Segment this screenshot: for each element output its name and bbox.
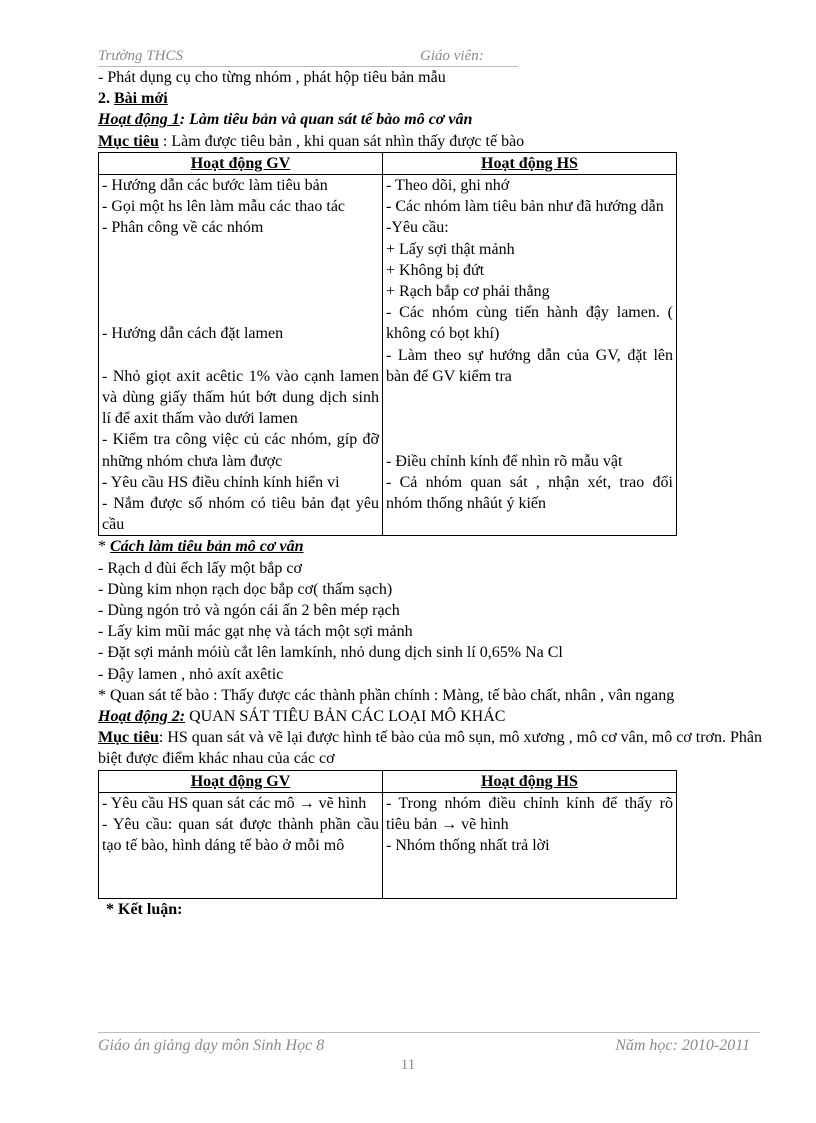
- hs-spacer: [386, 387, 673, 451]
- gv-line: - Nhỏ giọt axit acêtic 1% vào cạnh lamen và dùng giấy thấm hút bớt dung dịch sinh lí để axit thấm vào dưới lamen: [102, 367, 379, 428]
- section-2-title: Bài mới: [114, 90, 168, 108]
- header-teacher: Giáo viên:: [420, 48, 484, 64]
- section-2-heading: [98, 88, 762, 109]
- page-header: [98, 48, 518, 67]
- activity-2-hs-cell: [383, 792, 677, 898]
- activity-1-table: [98, 152, 677, 537]
- activity-1-heading: [98, 109, 762, 130]
- activity-1-hs-cell: [383, 175, 677, 536]
- page-footer: [98, 1032, 760, 1054]
- page-number: 11: [400, 1057, 416, 1073]
- activity-2-col-gv: Hoạt động GV: [99, 770, 383, 792]
- activity-2-label: Hoạt động 2:: [98, 708, 186, 726]
- method-step: - Rạch d đùi ếch lấy một bắp cơ: [98, 559, 302, 577]
- intro-line: - Phát dụng cụ cho từng nhóm , phát hộp tiêu bản mẫu: [98, 69, 446, 86]
- method-step: - Lấy kim mũi mác gạt nhẹ và tách một sợi mảnh: [98, 623, 413, 641]
- activity-1-goal-label: Mục tiêu: [98, 132, 159, 150]
- gv-line: - Yêu cầu: quan sát được thành phần cầu tạo tế bào, hình dáng tế bào ở mỗi mô: [102, 816, 379, 855]
- hs-line: - Nhóm thống nhất trả lời: [386, 837, 550, 855]
- activity-2-col-hs: Hoạt động HS: [383, 770, 677, 792]
- gv-line: - Hướng dẫn cách đặt lamen: [102, 325, 284, 343]
- activity-1-col-hs: Hoạt động HS: [383, 152, 677, 174]
- hs-line: -Yêu cầu:: [386, 219, 449, 237]
- activity-2-title: QUAN SÁT TIÊU BẢN CÁC LOẠI MÔ KHÁC: [185, 708, 506, 726]
- activity-1-title: : Làm tiêu bản và quan sát tế bào mô cơ vân: [179, 111, 473, 129]
- hs-line: - Các nhóm làm tiêu bản như đã hướng dẫn: [386, 198, 664, 216]
- activity-2-goal-text: : HS quan sát và vẽ lại được hình tế bào của mô sụn, mô xương , mô cơ vân, mô cơ trơn. Phân biệt được điểm khác nhau của các cơ: [98, 729, 763, 768]
- activity-2-heading: [98, 706, 762, 727]
- method-star: *: [98, 538, 110, 556]
- gv-line: - Hướng dẫn các bước làm tiêu bản: [102, 177, 328, 195]
- activity-2-goal: [98, 727, 762, 769]
- method-heading: [98, 536, 762, 557]
- hs-line: - Cả nhóm quan sát , nhận xét, trao đổi nhóm thống nhâút ý kiến: [386, 473, 673, 513]
- method-step: - Đậy lamen , nhỏ axít axêtic: [98, 665, 284, 683]
- conclusion: * Kết luận:: [106, 900, 183, 918]
- activity-2-table: [98, 770, 677, 899]
- activity-1-col-gv: Hoạt động GV: [99, 152, 383, 174]
- gv-line: - Gọi một hs lên làm mẫu các thao tác: [102, 198, 346, 216]
- footer-left: Giáo án giảng dạy môn Sinh Học 8: [98, 1037, 325, 1054]
- activity-1-goal: [98, 131, 762, 152]
- gv-line: - Yêu cầu HS quan sát các mô → vẽ hình: [102, 794, 367, 812]
- hs-line: - Làm theo sự hướng dẫn của GV, đặt lên bàn để GV kiểm tra: [386, 346, 673, 385]
- page-content: [98, 48, 762, 920]
- hs-line: - Điều chỉnh kính để nhìn rõ mẫu vật: [386, 452, 623, 470]
- footer-right: Năm học: 2010-2011: [615, 1037, 750, 1054]
- gv-line: - Nắm được số nhóm có tiêu bản đạt yêu cầu: [102, 495, 379, 534]
- gv-spacer: [102, 239, 379, 324]
- hs-line: - Trong nhóm điều chỉnh kính để thấy rõ tiêu bản → vẽ hình: [386, 794, 673, 834]
- activity-1-goal-text: : Làm được tiêu bản , khi quan sát nhìn thấy được tế bào: [158, 132, 525, 150]
- method-step: - Dùng ngón trỏ và ngón cái ấn 2 bên mép rạch: [98, 602, 400, 620]
- header-school: Trường THCS: [98, 48, 183, 64]
- hs-line: + Không bị đứt: [386, 261, 485, 279]
- method-step: - Dùng kim nhọn rạch dọc bắp cơ( thấm sạch): [98, 580, 393, 598]
- activity-2-goal-label: Mục tiêu: [98, 729, 159, 747]
- hs-line: + Rạch bắp cơ phải thẳng: [386, 283, 550, 301]
- gv-line: - Kiểm tra công việc củ các nhóm, gíp đỡ những nhóm chưa làm được: [102, 431, 379, 470]
- method-step: - Đặt sợi mảnh móiù cắt lên lamkính, nhỏ dung dịch sinh lí 0,65% Na Cl: [98, 644, 563, 662]
- activity-1-gv-cell: [99, 175, 383, 536]
- section-2-number: 2.: [98, 90, 110, 108]
- hs-line: + Lấy sợi thật mảnh: [386, 240, 515, 258]
- hs-line: - Theo dõi, ghi nhớ: [386, 177, 510, 195]
- method-observe: * Quan sát tế bào : Thấy được các thành phần chính : Màng, tế bào chất, nhân , vân ngang: [98, 686, 675, 704]
- activity-1-label: Hoạt động 1: [98, 111, 180, 129]
- gv-spacer: [102, 345, 379, 366]
- method-title: Cách làm tiêu bản mô cơ vân: [110, 538, 304, 556]
- activity-2-gv-cell: [99, 792, 383, 898]
- gv-line: - Yêu cầu HS điều chỉnh kính hiển vi: [102, 473, 340, 491]
- hs-line: - Các nhóm cùng tiến hành đậy lamen. ( không có bọt khí): [386, 304, 673, 343]
- gv-line: - Phân công về các nhóm: [102, 219, 264, 237]
